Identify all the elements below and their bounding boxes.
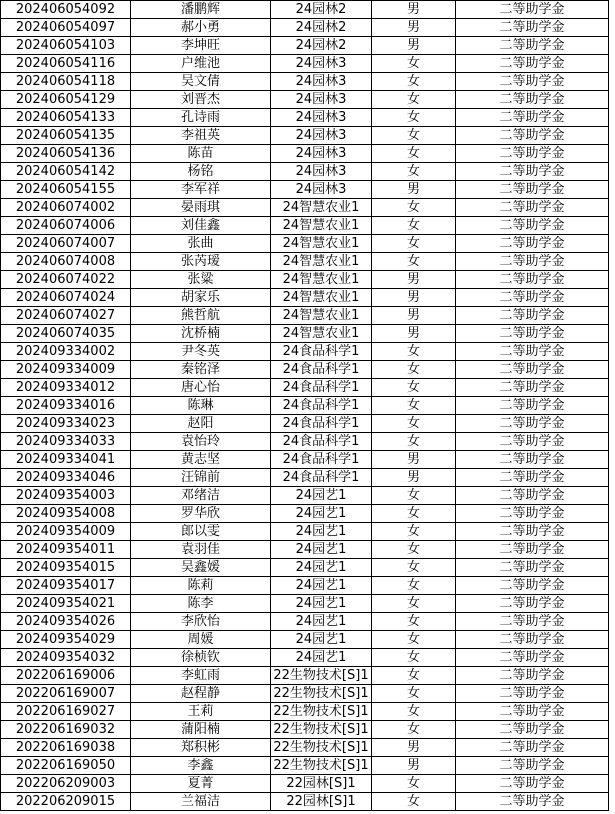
award-cell: 二等助学金 <box>456 793 609 811</box>
student-id-cell: 202206169050 <box>1 757 131 775</box>
student-id-cell: 202406054155 <box>1 181 131 199</box>
class-cell: 22生物技术[S]1 <box>271 757 372 775</box>
gender-cell: 女 <box>372 631 456 649</box>
award-cell: 二等助学金 <box>456 613 609 631</box>
class-cell: 24智慧农业1 <box>271 235 372 253</box>
table-row <box>1 739 609 757</box>
award-cell: 二等助学金 <box>456 487 609 505</box>
gender-cell: 女 <box>372 685 456 703</box>
award-cell: 二等助学金 <box>456 145 609 163</box>
name-cell: 陈李 <box>131 595 271 613</box>
award-cell: 二等助学金 <box>456 757 609 775</box>
table-row <box>1 379 609 397</box>
class-cell: 22生物技术[S]1 <box>271 739 372 757</box>
name-cell: 李军祥 <box>131 181 271 199</box>
award-cell: 二等助学金 <box>456 577 609 595</box>
name-cell: 罗华欣 <box>131 505 271 523</box>
gender-cell: 女 <box>372 91 456 109</box>
gender-cell: 女 <box>372 487 456 505</box>
table-row <box>1 145 609 163</box>
table-row <box>1 451 609 469</box>
name-cell: 尹冬英 <box>131 343 271 361</box>
award-cell: 二等助学金 <box>456 19 609 37</box>
gender-cell: 女 <box>372 253 456 271</box>
gender-cell: 女 <box>372 145 456 163</box>
table-row <box>1 127 609 145</box>
gender-cell: 女 <box>372 343 456 361</box>
student-id-cell: 202409334009 <box>1 361 131 379</box>
gender-cell: 女 <box>372 541 456 559</box>
class-cell: 24食品科学1 <box>271 451 372 469</box>
table-row <box>1 433 609 451</box>
name-cell: 孔诗雨 <box>131 109 271 127</box>
award-cell: 二等助学金 <box>456 91 609 109</box>
table-row <box>1 73 609 91</box>
gender-cell: 女 <box>372 55 456 73</box>
student-id-cell: 202206169027 <box>1 703 131 721</box>
gender-cell: 男 <box>372 19 456 37</box>
award-cell: 二等助学金 <box>456 505 609 523</box>
table-row <box>1 199 609 217</box>
student-id-cell: 202206169006 <box>1 667 131 685</box>
award-cell: 二等助学金 <box>456 307 609 325</box>
table-row <box>1 613 609 631</box>
name-cell: 郎以雯 <box>131 523 271 541</box>
class-cell: 24园艺1 <box>271 577 372 595</box>
gender-cell: 女 <box>372 361 456 379</box>
name-cell: 胡家乐 <box>131 289 271 307</box>
student-id-cell: 202409354009 <box>1 523 131 541</box>
table-row <box>1 703 609 721</box>
table-row <box>1 55 609 73</box>
class-cell: 24智慧农业1 <box>271 325 372 343</box>
name-cell: 黄志坚 <box>131 451 271 469</box>
award-cell: 二等助学金 <box>456 397 609 415</box>
student-id-cell: 202406054118 <box>1 73 131 91</box>
class-cell: 24园艺1 <box>271 559 372 577</box>
gender-cell: 男 <box>372 289 456 307</box>
student-id-cell: 202406074006 <box>1 217 131 235</box>
student-id-cell: 202409334012 <box>1 379 131 397</box>
gender-cell: 女 <box>372 235 456 253</box>
name-cell: 李坤旺 <box>131 37 271 55</box>
name-cell: 陈琳 <box>131 397 271 415</box>
name-cell: 吴鑫媛 <box>131 559 271 577</box>
gender-cell: 女 <box>372 721 456 739</box>
class-cell: 24园林2 <box>271 1 372 19</box>
gender-cell: 女 <box>372 577 456 595</box>
award-cell: 二等助学金 <box>456 703 609 721</box>
student-id-cell: 202409334023 <box>1 415 131 433</box>
table-row <box>1 397 609 415</box>
name-cell: 郑积彬 <box>131 739 271 757</box>
award-cell: 二等助学金 <box>456 73 609 91</box>
student-id-cell: 202406054142 <box>1 163 131 181</box>
name-cell: 袁羽佳 <box>131 541 271 559</box>
award-cell: 二等助学金 <box>456 415 609 433</box>
gender-cell: 女 <box>372 109 456 127</box>
name-cell: 赵程静 <box>131 685 271 703</box>
student-id-cell: 202406074027 <box>1 307 131 325</box>
table-row <box>1 541 609 559</box>
student-id-cell: 202409334046 <box>1 469 131 487</box>
gender-cell: 女 <box>372 397 456 415</box>
gender-cell: 女 <box>372 415 456 433</box>
name-cell: 张芮瑷 <box>131 253 271 271</box>
award-cell: 二等助学金 <box>456 667 609 685</box>
class-cell: 24园艺1 <box>271 505 372 523</box>
student-id-cell: 202406074008 <box>1 253 131 271</box>
class-cell: 24园艺1 <box>271 595 372 613</box>
class-cell: 24园艺1 <box>271 631 372 649</box>
class-cell: 24园林3 <box>271 127 372 145</box>
class-cell: 24食品科学1 <box>271 397 372 415</box>
student-id-cell: 202206209015 <box>1 793 131 811</box>
gender-cell: 女 <box>372 775 456 793</box>
class-cell: 22生物技术[S]1 <box>271 685 372 703</box>
name-cell: 陈莉 <box>131 577 271 595</box>
student-id-cell: 202409354026 <box>1 613 131 631</box>
table-row <box>1 631 609 649</box>
gender-cell: 男 <box>372 181 456 199</box>
class-cell: 22生物技术[S]1 <box>271 721 372 739</box>
name-cell: 晏雨琪 <box>131 199 271 217</box>
class-cell: 24园艺1 <box>271 649 372 667</box>
name-cell: 唐心怡 <box>131 379 271 397</box>
class-cell: 24食品科学1 <box>271 343 372 361</box>
table-row <box>1 325 609 343</box>
table-row <box>1 109 609 127</box>
class-cell: 22生物技术[S]1 <box>271 703 372 721</box>
award-cell: 二等助学金 <box>456 451 609 469</box>
gender-cell: 女 <box>372 793 456 811</box>
gender-cell: 女 <box>372 559 456 577</box>
gender-cell: 男 <box>372 757 456 775</box>
student-id-cell: 202409354011 <box>1 541 131 559</box>
gender-cell: 女 <box>372 379 456 397</box>
table-row <box>1 235 609 253</box>
student-id-cell: 202409354032 <box>1 649 131 667</box>
name-cell: 户维池 <box>131 55 271 73</box>
class-cell: 24智慧农业1 <box>271 271 372 289</box>
award-cell: 二等助学金 <box>456 343 609 361</box>
name-cell: 王莉 <box>131 703 271 721</box>
name-cell: 张曲 <box>131 235 271 253</box>
award-cell: 二等助学金 <box>456 379 609 397</box>
class-cell: 24智慧农业1 <box>271 289 372 307</box>
gender-cell: 男 <box>372 271 456 289</box>
gender-cell: 女 <box>372 667 456 685</box>
name-cell: 刘佳鑫 <box>131 217 271 235</box>
name-cell: 张粱 <box>131 271 271 289</box>
name-cell: 吴文倩 <box>131 73 271 91</box>
class-cell: 24智慧农业1 <box>271 217 372 235</box>
table-row <box>1 469 609 487</box>
table-row <box>1 505 609 523</box>
name-cell: 蒲阳楠 <box>131 721 271 739</box>
award-cell: 二等助学金 <box>456 289 609 307</box>
class-cell: 22园林[S]1 <box>271 775 372 793</box>
table-row <box>1 775 609 793</box>
table-row <box>1 181 609 199</box>
gender-cell: 女 <box>372 613 456 631</box>
name-cell: 李祖英 <box>131 127 271 145</box>
student-id-cell: 202206169007 <box>1 685 131 703</box>
student-id-cell: 202409354021 <box>1 595 131 613</box>
table-row <box>1 667 609 685</box>
name-cell: 兰福洁 <box>131 793 271 811</box>
name-cell: 周媛 <box>131 631 271 649</box>
student-id-cell: 202409334041 <box>1 451 131 469</box>
award-cell: 二等助学金 <box>456 685 609 703</box>
student-id-cell: 202406074022 <box>1 271 131 289</box>
award-cell: 二等助学金 <box>456 631 609 649</box>
award-cell: 二等助学金 <box>456 109 609 127</box>
gender-cell: 男 <box>372 451 456 469</box>
gender-cell: 女 <box>372 703 456 721</box>
student-id-cell: 202406054103 <box>1 37 131 55</box>
class-cell: 24园林2 <box>271 19 372 37</box>
name-cell: 邓绪洁 <box>131 487 271 505</box>
table-row <box>1 487 609 505</box>
student-id-cell: 202206209003 <box>1 775 131 793</box>
award-cell: 二等助学金 <box>456 739 609 757</box>
gender-cell: 女 <box>372 73 456 91</box>
class-cell: 24园艺1 <box>271 541 372 559</box>
student-id-cell: 202406074035 <box>1 325 131 343</box>
gender-cell: 男 <box>372 469 456 487</box>
class-cell: 24园林3 <box>271 163 372 181</box>
award-cell: 二等助学金 <box>456 127 609 145</box>
table-row <box>1 757 609 775</box>
name-cell: 袁怡玲 <box>131 433 271 451</box>
class-cell: 24园林3 <box>271 55 372 73</box>
student-id-cell: 202409334016 <box>1 397 131 415</box>
award-cell: 二等助学金 <box>456 1 609 19</box>
name-cell: 沈桥楠 <box>131 325 271 343</box>
student-id-cell: 202406054129 <box>1 91 131 109</box>
class-cell: 24园艺1 <box>271 613 372 631</box>
name-cell: 李虹雨 <box>131 667 271 685</box>
table-row <box>1 271 609 289</box>
award-cell: 二等助学金 <box>456 559 609 577</box>
gender-cell: 男 <box>372 307 456 325</box>
table-row <box>1 523 609 541</box>
student-id-cell: 202409354003 <box>1 487 131 505</box>
student-id-cell: 202409334002 <box>1 343 131 361</box>
award-cell: 二等助学金 <box>456 595 609 613</box>
class-cell: 24智慧农业1 <box>271 199 372 217</box>
class-cell: 24食品科学1 <box>271 469 372 487</box>
award-cell: 二等助学金 <box>456 163 609 181</box>
table-row <box>1 253 609 271</box>
student-id-cell: 202409354029 <box>1 631 131 649</box>
class-cell: 24园艺1 <box>271 523 372 541</box>
student-id-cell: 202409334033 <box>1 433 131 451</box>
award-cell: 二等助学金 <box>456 181 609 199</box>
student-id-cell: 202406054116 <box>1 55 131 73</box>
student-id-cell: 202206169038 <box>1 739 131 757</box>
award-cell: 二等助学金 <box>456 361 609 379</box>
gender-cell: 女 <box>372 199 456 217</box>
student-id-cell: 202406074007 <box>1 235 131 253</box>
award-cell: 二等助学金 <box>456 469 609 487</box>
student-id-cell: 202406054135 <box>1 127 131 145</box>
table-row <box>1 595 609 613</box>
table-row <box>1 559 609 577</box>
table-row <box>1 163 609 181</box>
award-cell: 二等助学金 <box>456 433 609 451</box>
table-row <box>1 19 609 37</box>
gender-cell: 女 <box>372 433 456 451</box>
table-row <box>1 415 609 433</box>
table-row <box>1 361 609 379</box>
award-cell: 二等助学金 <box>456 649 609 667</box>
student-id-cell: 202406054097 <box>1 19 131 37</box>
award-cell: 二等助学金 <box>456 199 609 217</box>
name-cell: 徐桢钦 <box>131 649 271 667</box>
gender-cell: 男 <box>372 1 456 19</box>
gender-cell: 女 <box>372 595 456 613</box>
name-cell: 秦铭泽 <box>131 361 271 379</box>
award-cell: 二等助学金 <box>456 523 609 541</box>
gender-cell: 女 <box>372 523 456 541</box>
name-cell: 郝小勇 <box>131 19 271 37</box>
award-cell: 二等助学金 <box>456 235 609 253</box>
student-id-cell: 202206169032 <box>1 721 131 739</box>
gender-cell: 女 <box>372 163 456 181</box>
award-cell: 二等助学金 <box>456 55 609 73</box>
name-cell: 陈苗 <box>131 145 271 163</box>
table-row <box>1 1 609 19</box>
table-row <box>1 307 609 325</box>
gender-cell: 女 <box>372 217 456 235</box>
table-row <box>1 577 609 595</box>
class-cell: 24食品科学1 <box>271 379 372 397</box>
table-row <box>1 721 609 739</box>
class-cell: 22生物技术[S]1 <box>271 667 372 685</box>
class-cell: 24园林3 <box>271 109 372 127</box>
table-row <box>1 289 609 307</box>
name-cell: 汪锦前 <box>131 469 271 487</box>
class-cell: 24园林3 <box>271 145 372 163</box>
award-cell: 二等助学金 <box>456 37 609 55</box>
class-cell: 24智慧农业1 <box>271 253 372 271</box>
name-cell: 刘晋杰 <box>131 91 271 109</box>
class-cell: 24园林3 <box>271 73 372 91</box>
student-id-cell: 202409354008 <box>1 505 131 523</box>
gender-cell: 女 <box>372 505 456 523</box>
class-cell: 24园林3 <box>271 91 372 109</box>
student-id-cell: 202409354017 <box>1 577 131 595</box>
class-cell: 24智慧农业1 <box>271 307 372 325</box>
student-id-cell: 202406074002 <box>1 199 131 217</box>
student-id-cell: 202406054092 <box>1 1 131 19</box>
student-id-cell: 202406074024 <box>1 289 131 307</box>
table-row <box>1 91 609 109</box>
name-cell: 潘鹏辉 <box>131 1 271 19</box>
class-cell: 24食品科学1 <box>271 415 372 433</box>
student-id-cell: 202409354015 <box>1 559 131 577</box>
gender-cell: 男 <box>372 739 456 757</box>
award-cell: 二等助学金 <box>456 721 609 739</box>
award-cell: 二等助学金 <box>456 325 609 343</box>
table-row <box>1 649 609 667</box>
class-cell: 24园林2 <box>271 37 372 55</box>
award-cell: 二等助学金 <box>456 217 609 235</box>
class-cell: 22园林[S]1 <box>271 793 372 811</box>
class-cell: 24食品科学1 <box>271 361 372 379</box>
award-cell: 二等助学金 <box>456 775 609 793</box>
table-row <box>1 343 609 361</box>
award-cell: 二等助学金 <box>456 271 609 289</box>
name-cell: 熊哲航 <box>131 307 271 325</box>
student-id-cell: 202406054136 <box>1 145 131 163</box>
table-row <box>1 685 609 703</box>
name-cell: 李欣怡 <box>131 613 271 631</box>
table-body <box>1 1 609 811</box>
class-cell: 24园艺1 <box>271 487 372 505</box>
name-cell: 李鑫 <box>131 757 271 775</box>
class-cell: 24园林3 <box>271 181 372 199</box>
gender-cell: 男 <box>372 325 456 343</box>
gender-cell: 女 <box>372 649 456 667</box>
award-cell: 二等助学金 <box>456 541 609 559</box>
gender-cell: 男 <box>372 37 456 55</box>
name-cell: 杨铭 <box>131 163 271 181</box>
gender-cell: 女 <box>372 127 456 145</box>
name-cell: 夏菁 <box>131 775 271 793</box>
name-cell: 赵阳 <box>131 415 271 433</box>
table-row <box>1 793 609 811</box>
class-cell: 24食品科学1 <box>271 433 372 451</box>
table-row <box>1 217 609 235</box>
table-row <box>1 37 609 55</box>
student-id-cell: 202406054133 <box>1 109 131 127</box>
award-cell: 二等助学金 <box>456 253 609 271</box>
